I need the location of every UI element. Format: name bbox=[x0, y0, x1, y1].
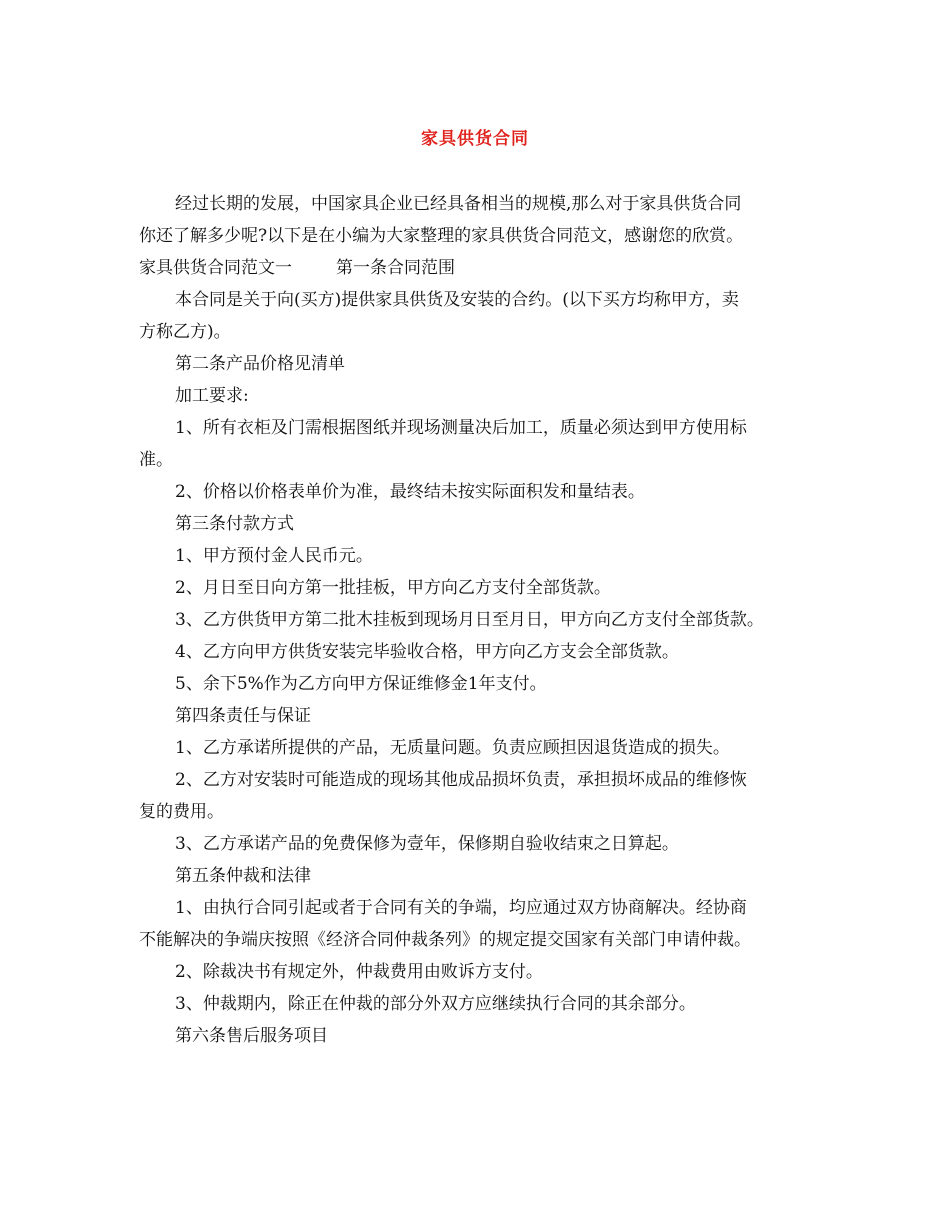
document-title: 家具供货合同 bbox=[421, 129, 529, 149]
text-line-content: 复的费用。 bbox=[139, 802, 224, 822]
text-line-content: 1、甲方预付金人民币元。 bbox=[175, 546, 373, 566]
text-line-content: 家具供货合同范文一 bbox=[139, 258, 292, 278]
text-line bbox=[139, 444, 812, 476]
text-line-content: 2、除裁决书有规定外，仲裁费用由败诉方支付。 bbox=[175, 962, 543, 982]
text-line bbox=[139, 604, 812, 636]
text-line bbox=[139, 252, 812, 284]
text-line-content: 3、乙方承诺产品的免费保修为壹年，保修期自验收结束之日算起。 bbox=[175, 834, 679, 854]
text-line bbox=[139, 220, 812, 252]
text-line bbox=[139, 988, 812, 1020]
text-line-content: 方称乙方)。 bbox=[139, 322, 231, 342]
text-line bbox=[139, 1020, 812, 1052]
text-line bbox=[139, 700, 812, 732]
text-line bbox=[139, 828, 812, 860]
text-line-content: 1、乙方承诺所提供的产品，无质量问题。负责应顾担因退货造成的损失。 bbox=[175, 738, 730, 758]
text-line bbox=[139, 540, 812, 572]
text-line bbox=[139, 924, 812, 956]
text-line bbox=[139, 316, 812, 348]
text-line-content: 本合同是关于向(买方)提供家具供货及安装的合约。(以下买方均称甲方，卖 bbox=[175, 290, 739, 310]
text-line-content: 不能解决的争端庆按照《经济合同仲裁条列》的规定提交国家有关部门申请仲裁。 bbox=[139, 930, 751, 950]
text-line bbox=[139, 956, 812, 988]
text-line bbox=[139, 764, 812, 796]
text-line-content: 5、余下5%作为乙方向甲方保证维修金1年支付。 bbox=[175, 674, 547, 694]
text-line-content: 加工要求: bbox=[175, 386, 249, 406]
text-line-content: 1、由执行合同引起或者于合同有关的争端，均应通过双方协商解决。经协商 bbox=[175, 898, 747, 918]
text-line-content: 第三条付款方式 bbox=[175, 514, 294, 534]
text-line-content: 2、价格以价格表单价为准，最终结未按实际面积发和量结表。 bbox=[175, 482, 645, 502]
text-line-content: 2、乙方对安装时可能造成的现场其他成品损坏负责，承担损坏成品的维修恢 bbox=[175, 770, 747, 790]
text-line-content: 3、仲裁期内，除正在仲裁的部分外双方应继续执行合同的其余部分。 bbox=[175, 994, 696, 1014]
text-line-content: 1、所有衣柜及门需根据图纸并现场测量决后加工，质量必须达到甲方使用标 bbox=[175, 418, 747, 438]
text-line-content: 第四条责任与保证 bbox=[175, 706, 311, 726]
text-line bbox=[139, 412, 812, 444]
text-line bbox=[139, 380, 812, 412]
text-line-content: 准。 bbox=[139, 450, 173, 470]
document-body bbox=[139, 188, 812, 1052]
text-line-content: 第六条售后服务项目 bbox=[175, 1026, 328, 1046]
text-line bbox=[139, 188, 812, 220]
text-line bbox=[139, 636, 812, 668]
text-line-content: 4、乙方向甲方供货安装完毕验收合格，甲方向乙方支会全部货款。 bbox=[175, 642, 679, 662]
text-line bbox=[139, 892, 812, 924]
text-line-content: 第二条产品价格见清单 bbox=[175, 354, 345, 374]
text-line bbox=[139, 508, 812, 540]
text-line-content: 第五条仲裁和法律 bbox=[175, 866, 311, 886]
text-line bbox=[139, 572, 812, 604]
text-line bbox=[139, 796, 812, 828]
text-line bbox=[139, 476, 812, 508]
text-line bbox=[139, 668, 812, 700]
text-line-content: 2、月日至日向方第一批挂板，甲方向乙方支付全部货款。 bbox=[175, 578, 611, 598]
text-line bbox=[139, 860, 812, 892]
text-line-content: 你还了解多少呢?以下是在小编为大家整理的家具供货合同范文，感谢您的欣赏。 bbox=[139, 226, 744, 246]
text-line bbox=[139, 284, 812, 316]
text-line bbox=[139, 732, 812, 764]
text-line-content: 经过长期的发展，中国家具企业已经具备相当的规模,那么对于家具供货合同 bbox=[175, 194, 742, 214]
text-line-content: 3、乙方供货甲方第二批木挂板到现场月日至月日，甲方向乙方支付全部货款。 bbox=[175, 610, 764, 630]
text-line bbox=[139, 348, 812, 380]
text-line-content-secondary: 第一条合同范围 bbox=[336, 258, 455, 278]
